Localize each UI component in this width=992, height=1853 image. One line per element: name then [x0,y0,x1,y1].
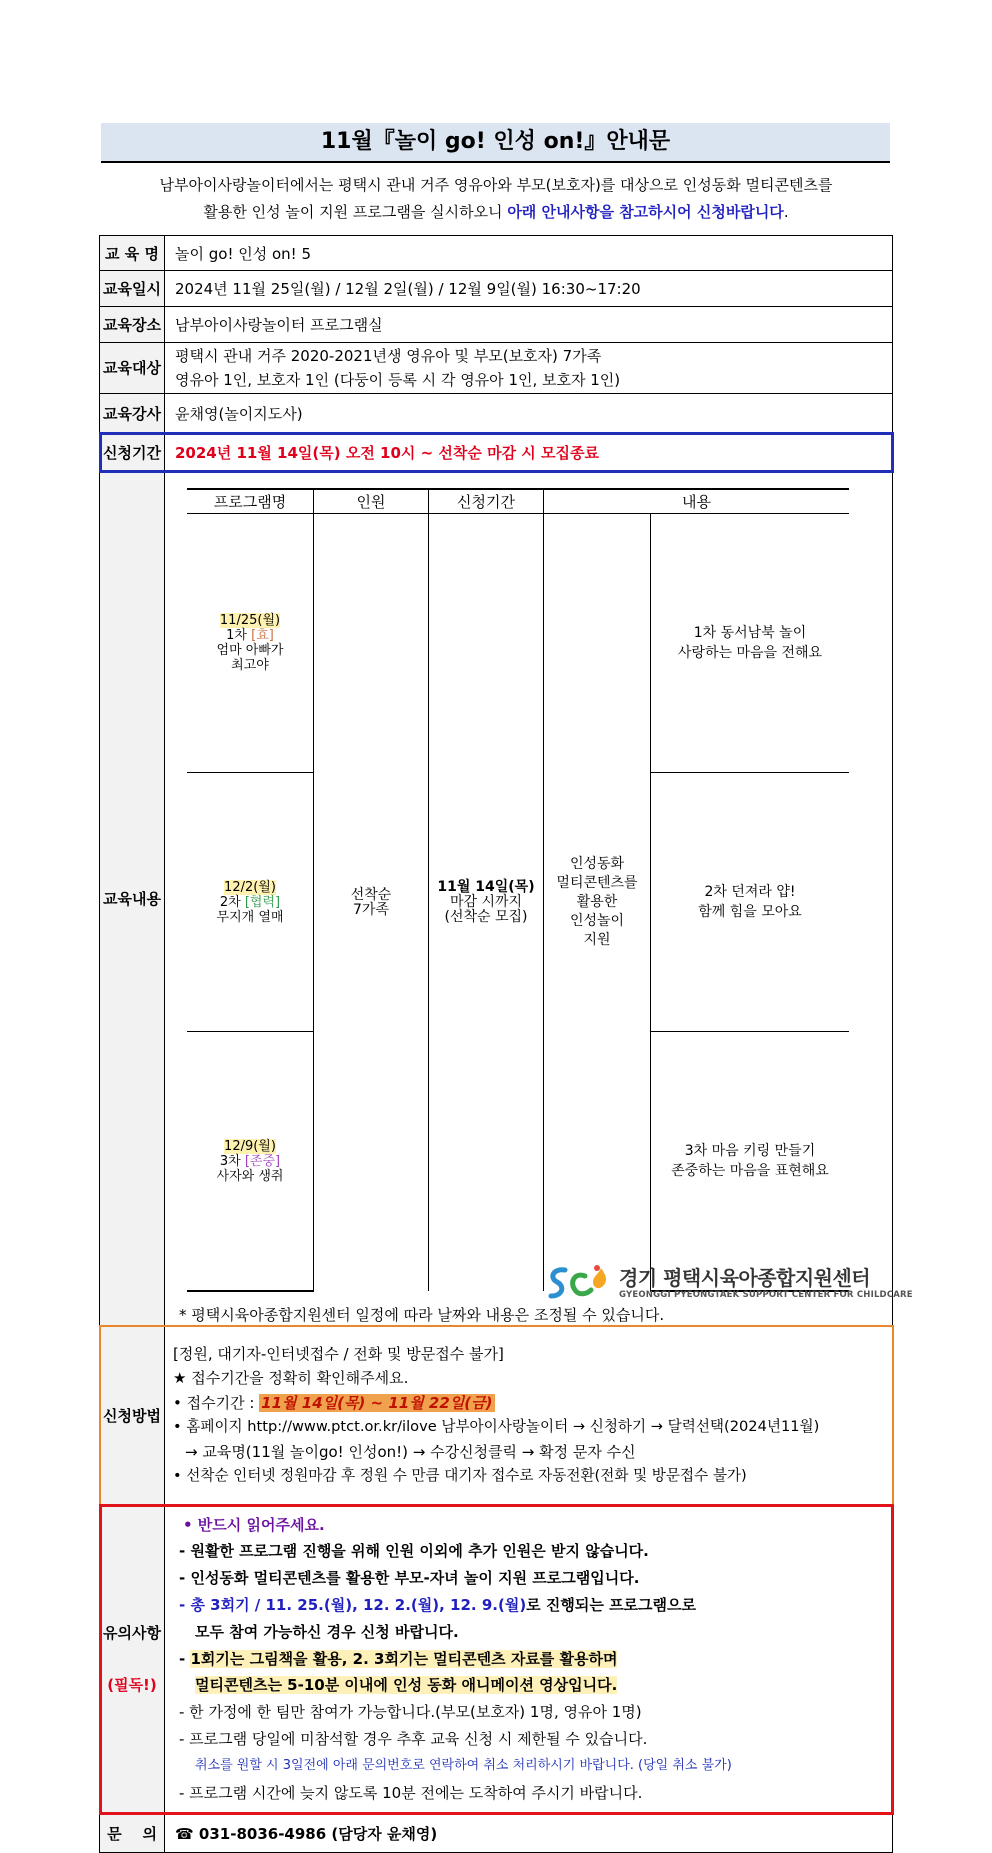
period-line-2: 마감 시까지 [449,894,523,910]
program-header-name: 프로그램명 [187,489,314,514]
method-line-1: [정원, 대기자-인터넷접수 / 전화 및 방문접수 불가] [173,1344,504,1363]
intro-text [100,172,892,226]
value-course-content [165,472,893,1326]
content-line-4: 인성놀이 [569,913,625,929]
label-apply-method: 신청방법 [100,1326,165,1505]
value-apply-period: 2024년 11월 14일(목) 오전 10시 ~ 선착순 마감 시 모집종료 [165,433,893,472]
session-1-desc-1: 1차 동서남북 놀이 [693,625,807,641]
label-course-content: 교육내용 [100,472,165,1326]
label-course-name: 교 육 명 [100,236,165,271]
program-note: * 평택시육아종합지원센터 일정에 따라 날짜와 내용은 조정될 수 있습니다. [179,1306,665,1324]
session-2-description [651,773,850,1032]
label-notice [100,1505,165,1814]
value-notice [165,1505,893,1814]
program-session-3 [187,1032,314,1292]
session-3-title-1: 사자와 생쥐 [216,1168,284,1184]
session-3-round: 3차 [219,1153,245,1169]
session-1-desc-2: 사랑하는 마음을 전해요 [677,645,823,661]
center-name-english: GYEONGGI PYEONGTAEK SUPPORT CENTER FOR CHILDCARE [619,1290,913,1300]
label-course-date: 교육일시 [100,271,165,307]
people-line-2: 7가족 [353,901,389,918]
content-line-2: 멀티콘텐츠를 [556,875,638,891]
row-notice [100,1505,893,1814]
notice-line-6-highlight: 멀티콘텐츠는 5-10분 이내에 인성 동화 애니메이션 영상입니다. [195,1676,618,1695]
method-line-6: • 선착순 인터넷 정원마감 후 정원 수 만큼 대기자 접수로 자동전환(전화 및 방문접수 불가) [173,1467,747,1484]
program-header-content: 내용 [544,489,850,514]
intro-line-2 [100,199,892,226]
row-course-target [100,343,893,394]
session-3-desc-1: 3차 마음 키링 만들기 [684,1143,816,1159]
program-content [544,514,651,1292]
intro-line-2-end: . [783,203,789,221]
row-course-name [100,236,893,271]
session-1-title-2: 최고야 [231,658,269,673]
period-line-3: (선착순 모집) [444,909,528,925]
row-course-teacher [100,394,893,433]
label-course-place: 교육장소 [100,307,165,343]
value-course-target [165,343,893,394]
notice-line-3-dates: - 총 3회기 / 11. 25.(월), 12. 2.(월), 12. 9.(월) [179,1596,527,1614]
notice-label-required: (필독!) [107,1676,157,1694]
value-contact: ☎ 031-8036-4986 (담당자 윤채영) [165,1814,893,1853]
period-line-1: 11월 14일(목) [437,879,535,895]
notice-line-3-rest: 로 진행되는 프로그램으로 [526,1596,697,1614]
program-header-people: 인원 [314,489,429,514]
method-line-5: → 교육명(11월 놀이go! 인성on!) → 수강신청클릭 → 확정 문자 수신 [185,1442,636,1461]
notice-line-1: - 원활한 프로그램 진행을 위해 인원 이외에 추가 인원은 받지 않습니다. [179,1542,649,1561]
value-course-place: 남부아이사랑놀이터 프로그램실 [165,307,893,343]
label-course-target: 교육대상 [100,343,165,394]
notice-line-4: 모두 참여 가능하신 경우 신청 바랍니다. [195,1622,459,1641]
notice-label: 유의사항 [103,1624,161,1642]
session-1-description [651,514,850,773]
program-session-1 [187,514,314,773]
content-line-5: 지원 [583,932,611,948]
session-2-title-1: 무지개 열매 [216,909,284,925]
session-3-desc-2: 존중하는 마음을 표현해요 [671,1163,829,1179]
center-name-korean: 경기 평택시육아종합지원센터 [619,1266,871,1290]
row-contact [100,1814,893,1853]
notice-line-8: - 프로그램 당일에 미참석할 경우 추후 교육 신청 시 제한될 수 있습니다. [179,1729,648,1748]
program-header-period: 신청기간 [429,489,544,514]
session-2-desc-2: 함께 힘을 모아요 [698,904,802,920]
value-course-teacher: 윤채영(놀이지도사) [165,394,893,433]
session-3-description [651,1032,850,1292]
program-session-2 [187,773,314,1032]
method-line-2: ★ 접수기간을 정확히 확인해주세요. [173,1369,409,1387]
session-1-title-1: 엄마 아빠가 [216,643,284,658]
value-course-name: 놀이 go! 인성 on! 5 [165,236,893,271]
target-line-2: 영유아 1인, 보호자 1인 (다둥이 등록 시 각 영유아 1인, 보호자 1인) [175,371,621,389]
row-course-content [100,472,893,1326]
session-2-desc-1: 2차 던져라 얍! [704,884,796,900]
row-course-place [100,307,893,343]
method-period-label: • 접수기간 : [173,1393,260,1412]
notice-line-6 [179,1672,882,1699]
notice-line-7: - 한 가정에 한 팀만 참여가 가능합니다.(부모(보호자) 1명, 영유아 1명) [179,1703,642,1722]
content-line-3: 활용한 [576,894,618,910]
notice-line-0: • 반드시 읽어주세요. [183,1515,325,1534]
intro-line-2-text: 활용한 인성 놀이 지원 프로그램을 실시하오니 [203,203,508,221]
center-logo [545,1262,913,1304]
session-1-date: 11/25(월) [219,613,281,628]
page-title: 11월『놀이 go! 인성 on!』안내문 [101,123,890,163]
notice-line-5-highlight: 1회기는 그림책을 활용, 2. 3회기는 멀티콘텐츠 자료를 활용하며 [190,1649,618,1668]
people-line-1: 선착순 [350,886,392,903]
session-2-tag: [협력] [244,894,281,910]
session-2-round: 2차 [219,894,245,910]
label-apply-period: 신청기간 [100,433,165,472]
target-line-1: 평택시 관내 거주 2020-2021년생 영유아 및 부모(보호자) 7가족 [175,347,602,365]
session-1-round: 1차 [226,628,252,643]
session-2-date: 12/2(월) [224,879,276,895]
method-period-value: 11월 14일(목) ~ 11월 22일(금) [261,1393,493,1412]
row-apply-period [100,433,893,472]
value-apply-method [165,1326,893,1505]
program-period [429,514,544,1292]
row-apply-method [100,1326,893,1505]
info-table [99,235,893,1853]
intro-line-1: 남부아이사랑놀이터에서는 평택시 관내 거주 영유아와 부모(보호자)를 대상으로 인성동화 멀티콘텐츠를 [159,176,833,194]
notice-line-10: - 프로그램 시간에 늦지 않도록 10분 전에는 도착하여 주시기 바랍니다. [179,1783,643,1802]
row-course-date [100,271,893,307]
method-line-4: • 홈페이지 http://www.ptct.or.kr/ilove 남부아이사랑놀이터 → 신청하기 → 달력선택(2024년11월) [173,1418,820,1435]
session-3-tag: [존중] [244,1153,281,1169]
content-line-1: 인성동화 [569,856,625,872]
notice-line-5: - 1회기는 그림책을 활용, 2. 3회기는 멀티콘텐츠 자료를 활용하며 [179,1649,618,1668]
program-people [314,514,429,1292]
program-table [187,488,849,1292]
intro-line-2-emphasis: 아래 안내사항을 참고하시어 신청바랍니다 [507,203,784,221]
center-logo-mark-icon [545,1262,613,1304]
notice-line-9: 취소를 원할 시 3일전에 아래 문의번호로 연락하여 취소 처리하시기 바랍니다. (당일 취소 불가) [195,1757,732,1773]
label-course-teacher: 교육강사 [100,394,165,433]
notice-line-2: - 인성동화 멀티콘텐츠를 활용한 부모-자녀 놀이 지원 프로그램입니다. [179,1569,640,1588]
notice-line-3 [179,1592,882,1619]
value-course-date: 2024년 11월 25일(월) / 12월 2일(월) / 12월 9일(월) 16:30~17:20 [165,271,893,307]
session-1-tag: [효] [251,628,274,643]
label-contact: 문 의 [100,1814,165,1853]
session-3-date: 12/9(월) [224,1138,276,1154]
